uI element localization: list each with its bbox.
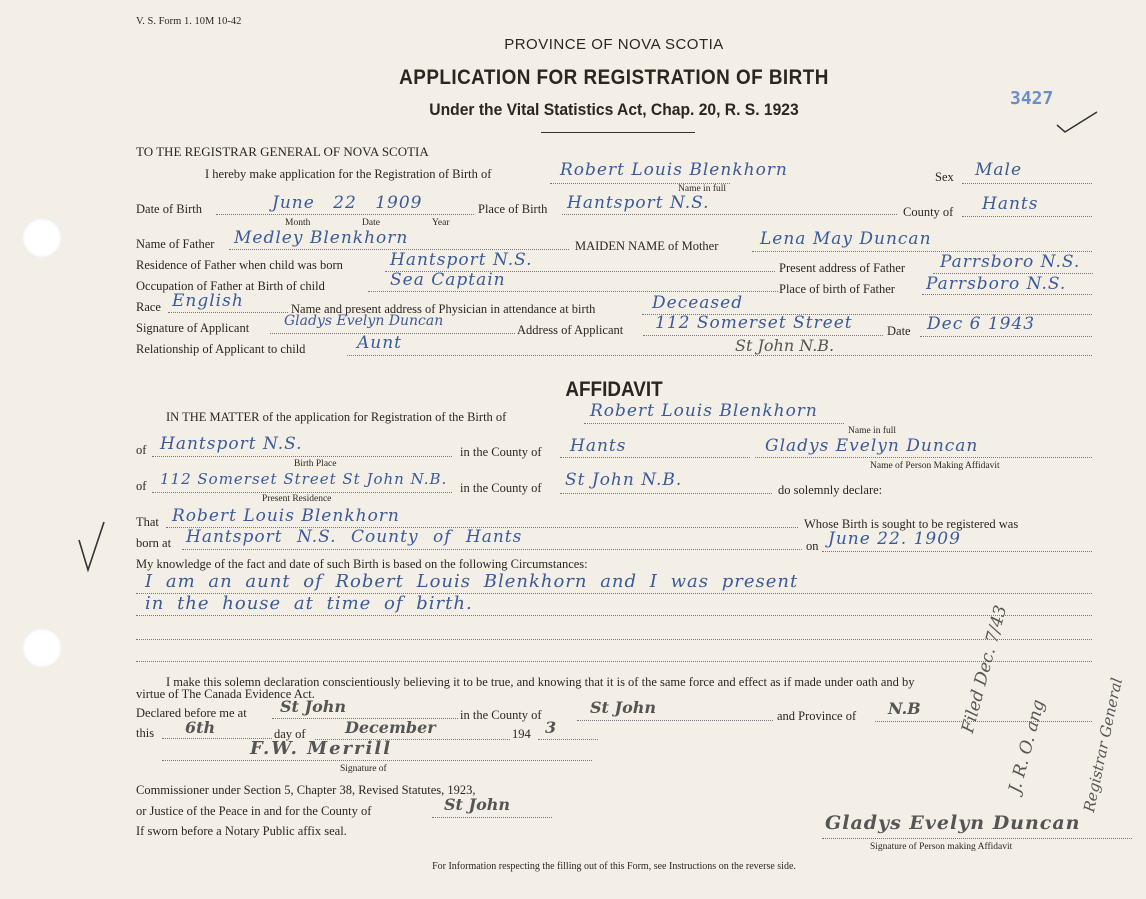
mother-label: MAIDEN NAME of Mother <box>575 239 719 253</box>
address-applicant-value: 112 Somerset Street <box>655 313 853 333</box>
of2-label: of <box>136 479 147 493</box>
relationship-value: Aunt <box>357 333 403 353</box>
in-county3-label: in the County of <box>460 708 542 722</box>
month-value: December <box>345 718 436 737</box>
intro-label: I hereby make application for the Registration of Birth of <box>205 167 492 181</box>
sig-applicant-value: Gladys Evelyn Duncan <box>284 313 444 329</box>
this-value: 6th <box>185 718 216 737</box>
occupation-label: Occupation of Father at Birth of child <box>136 279 325 293</box>
birth-place-label: Birth Place <box>294 459 337 469</box>
registrar-note: Registrar General <box>1080 676 1127 814</box>
in-county2-value: St John N.B. <box>565 470 683 490</box>
in-county-value: Hants <box>570 436 627 456</box>
matter-name-value: Robert Louis Blenkhorn <box>590 401 818 421</box>
title-rule <box>541 132 695 133</box>
race-label: Race <box>136 300 161 314</box>
affiant-label: Signature of Person making Affidavit <box>870 842 1013 852</box>
residence-value: 112 Somerset Street St John N.B. <box>160 470 448 488</box>
year-value: 3 <box>545 718 557 737</box>
filed-note: Filed Dec. 7/43 <box>958 603 1012 736</box>
commissioner-text: Commissioner under Section 5, Chapter 38, Revised Statutes, 1923, <box>136 783 476 797</box>
justice-text: or Justice of the Peace in and for the County of <box>136 804 372 818</box>
mother-value: Lena May Duncan <box>760 229 932 249</box>
on-label: on <box>806 539 819 553</box>
province-heading: PROVINCE OF NOVA SCOTIA <box>504 36 724 53</box>
person-label: Name of Person Making Affidavit <box>870 461 1000 471</box>
child-name-value: Robert Louis Blenkhorn <box>560 160 788 180</box>
declared-at-value: St John <box>280 697 347 716</box>
matter-name-in-full-label: Name in full <box>848 426 897 436</box>
affiant-signature: Gladys Evelyn Duncan <box>825 812 1081 834</box>
present-address-value: Parrsboro N.S. <box>940 252 1081 272</box>
declared-label: Declared before me at <box>136 706 247 720</box>
sex-label: Sex <box>935 170 954 184</box>
solemn-line-2: virtue of The Canada Evidence Act. <box>136 687 315 701</box>
race-value: English <box>172 291 244 311</box>
relationship-label: Relationship of Applicant to child <box>136 342 306 356</box>
residence-father-value: Hantsport N.S. <box>390 250 533 270</box>
circumstances-line-1: I am an aunt of Robert Louis Blenkhorn and I was present <box>145 571 799 592</box>
sig-applicant-label: Signature of Applicant <box>136 321 250 335</box>
footer-note: For Information respecting the filling out of this Form, see Instructions on the reverse side. <box>432 861 796 872</box>
solemn-line-1: I make this solemn declaration conscientiously believing it to be true, and knowing that it is of the same force and effect as if made under oath and by <box>166 675 915 689</box>
father-label: Name of Father <box>136 237 215 251</box>
county-label: County of <box>903 205 954 219</box>
physician-label: Name and present address of Physician in attendance at birth <box>291 302 596 316</box>
that-label: That <box>136 515 159 529</box>
year-label: Year <box>432 218 450 228</box>
circumstances-line-2: in the house at time of birth. <box>145 593 473 614</box>
date-value: Dec 6 1943 <box>927 314 1036 334</box>
in-county2-label: in the County of <box>460 481 542 495</box>
dob-label: Date of Birth <box>136 202 202 216</box>
occupation-value: Sea Captain <box>390 270 506 290</box>
punch-hole <box>22 628 62 668</box>
birthplace-father-label: Place of birth of Father <box>779 282 895 296</box>
in-county-label: in the County of <box>460 445 542 459</box>
registration-number: 3427 <box>1010 88 1054 109</box>
form-title: APPLICATION FOR REGISTRATION OF BIRTH <box>399 66 829 89</box>
dob-value: June 22 1909 <box>272 193 423 213</box>
father-value: Medley Blenkhorn <box>234 228 409 248</box>
address-applicant-label: Address of Applicant <box>517 323 624 337</box>
born-at-value: Hantsport N.S. County of Hants <box>186 527 523 547</box>
present-address-label: Present address of Father <box>779 261 906 275</box>
day-of-label: day of <box>274 727 306 741</box>
name-in-full-label: Name in full <box>678 184 727 194</box>
date-label: Date <box>362 218 380 228</box>
this-label: this <box>136 726 155 740</box>
affidavit-heading: AFFIDAVIT <box>565 378 663 401</box>
initials-note: J. R. O. ang <box>1005 697 1050 796</box>
of-place-value: Hantsport N.S. <box>160 434 303 454</box>
signature-of-label: Signature of <box>340 764 387 774</box>
form-id: V. S. Form 1. 10M 10-42 <box>136 16 242 27</box>
year-prefix: 194 <box>512 727 531 741</box>
born-at-label: born at <box>136 536 172 550</box>
in-county3-value: St John <box>590 698 657 717</box>
margin-check-mark-icon <box>76 520 108 575</box>
county-value: Hants <box>982 194 1039 214</box>
whose-label: Whose Birth is sought to be registered was <box>804 517 1019 531</box>
month-label: Month <box>285 218 311 228</box>
check-mark-icon <box>1055 110 1100 135</box>
province-label: and Province of <box>777 709 857 723</box>
on-date-value: June 22. 1909 <box>828 529 961 549</box>
notary-text: If sworn before a Notary Public affix seal. <box>136 824 347 838</box>
place-label: Place of Birth <box>478 202 548 216</box>
punch-hole <box>22 218 62 258</box>
province-value: N.B <box>888 699 921 718</box>
of-label: of <box>136 443 147 457</box>
physician-value: Deceased <box>652 293 744 313</box>
knowledge-label: My knowledge of the fact and date of such Birth is based on the following Circumstances: <box>136 557 588 571</box>
place-value: Hantsport N.S. <box>567 193 710 213</box>
form-subtitle: Under the Vital Statistics Act, Chap. 20, R. S. 1923 <box>429 100 799 119</box>
commissioner-signature: F.W. Merrill <box>250 738 393 759</box>
that-name-value: Robert Louis Blenkhorn <box>172 506 400 526</box>
address-applicant-city: St John N.B. <box>735 336 835 355</box>
to-registrar: TO THE REGISTRAR GENERAL OF NOVA SCOTIA <box>136 144 429 159</box>
person-name-value: Gladys Evelyn Duncan <box>765 436 979 456</box>
declare-label: do solemnly declare: <box>778 483 883 497</box>
birthplace-father-value: Parrsboro N.S. <box>926 274 1067 294</box>
matter-label: IN THE MATTER of the application for Registration of the Birth of <box>166 410 507 424</box>
residence-father-label: Residence of Father when child was born <box>136 258 343 272</box>
justice-county-value: St John <box>444 795 511 814</box>
date-label-2: Date <box>887 324 911 338</box>
sex-value: Male <box>975 160 1023 180</box>
present-residence-label: Present Residence <box>262 494 332 504</box>
